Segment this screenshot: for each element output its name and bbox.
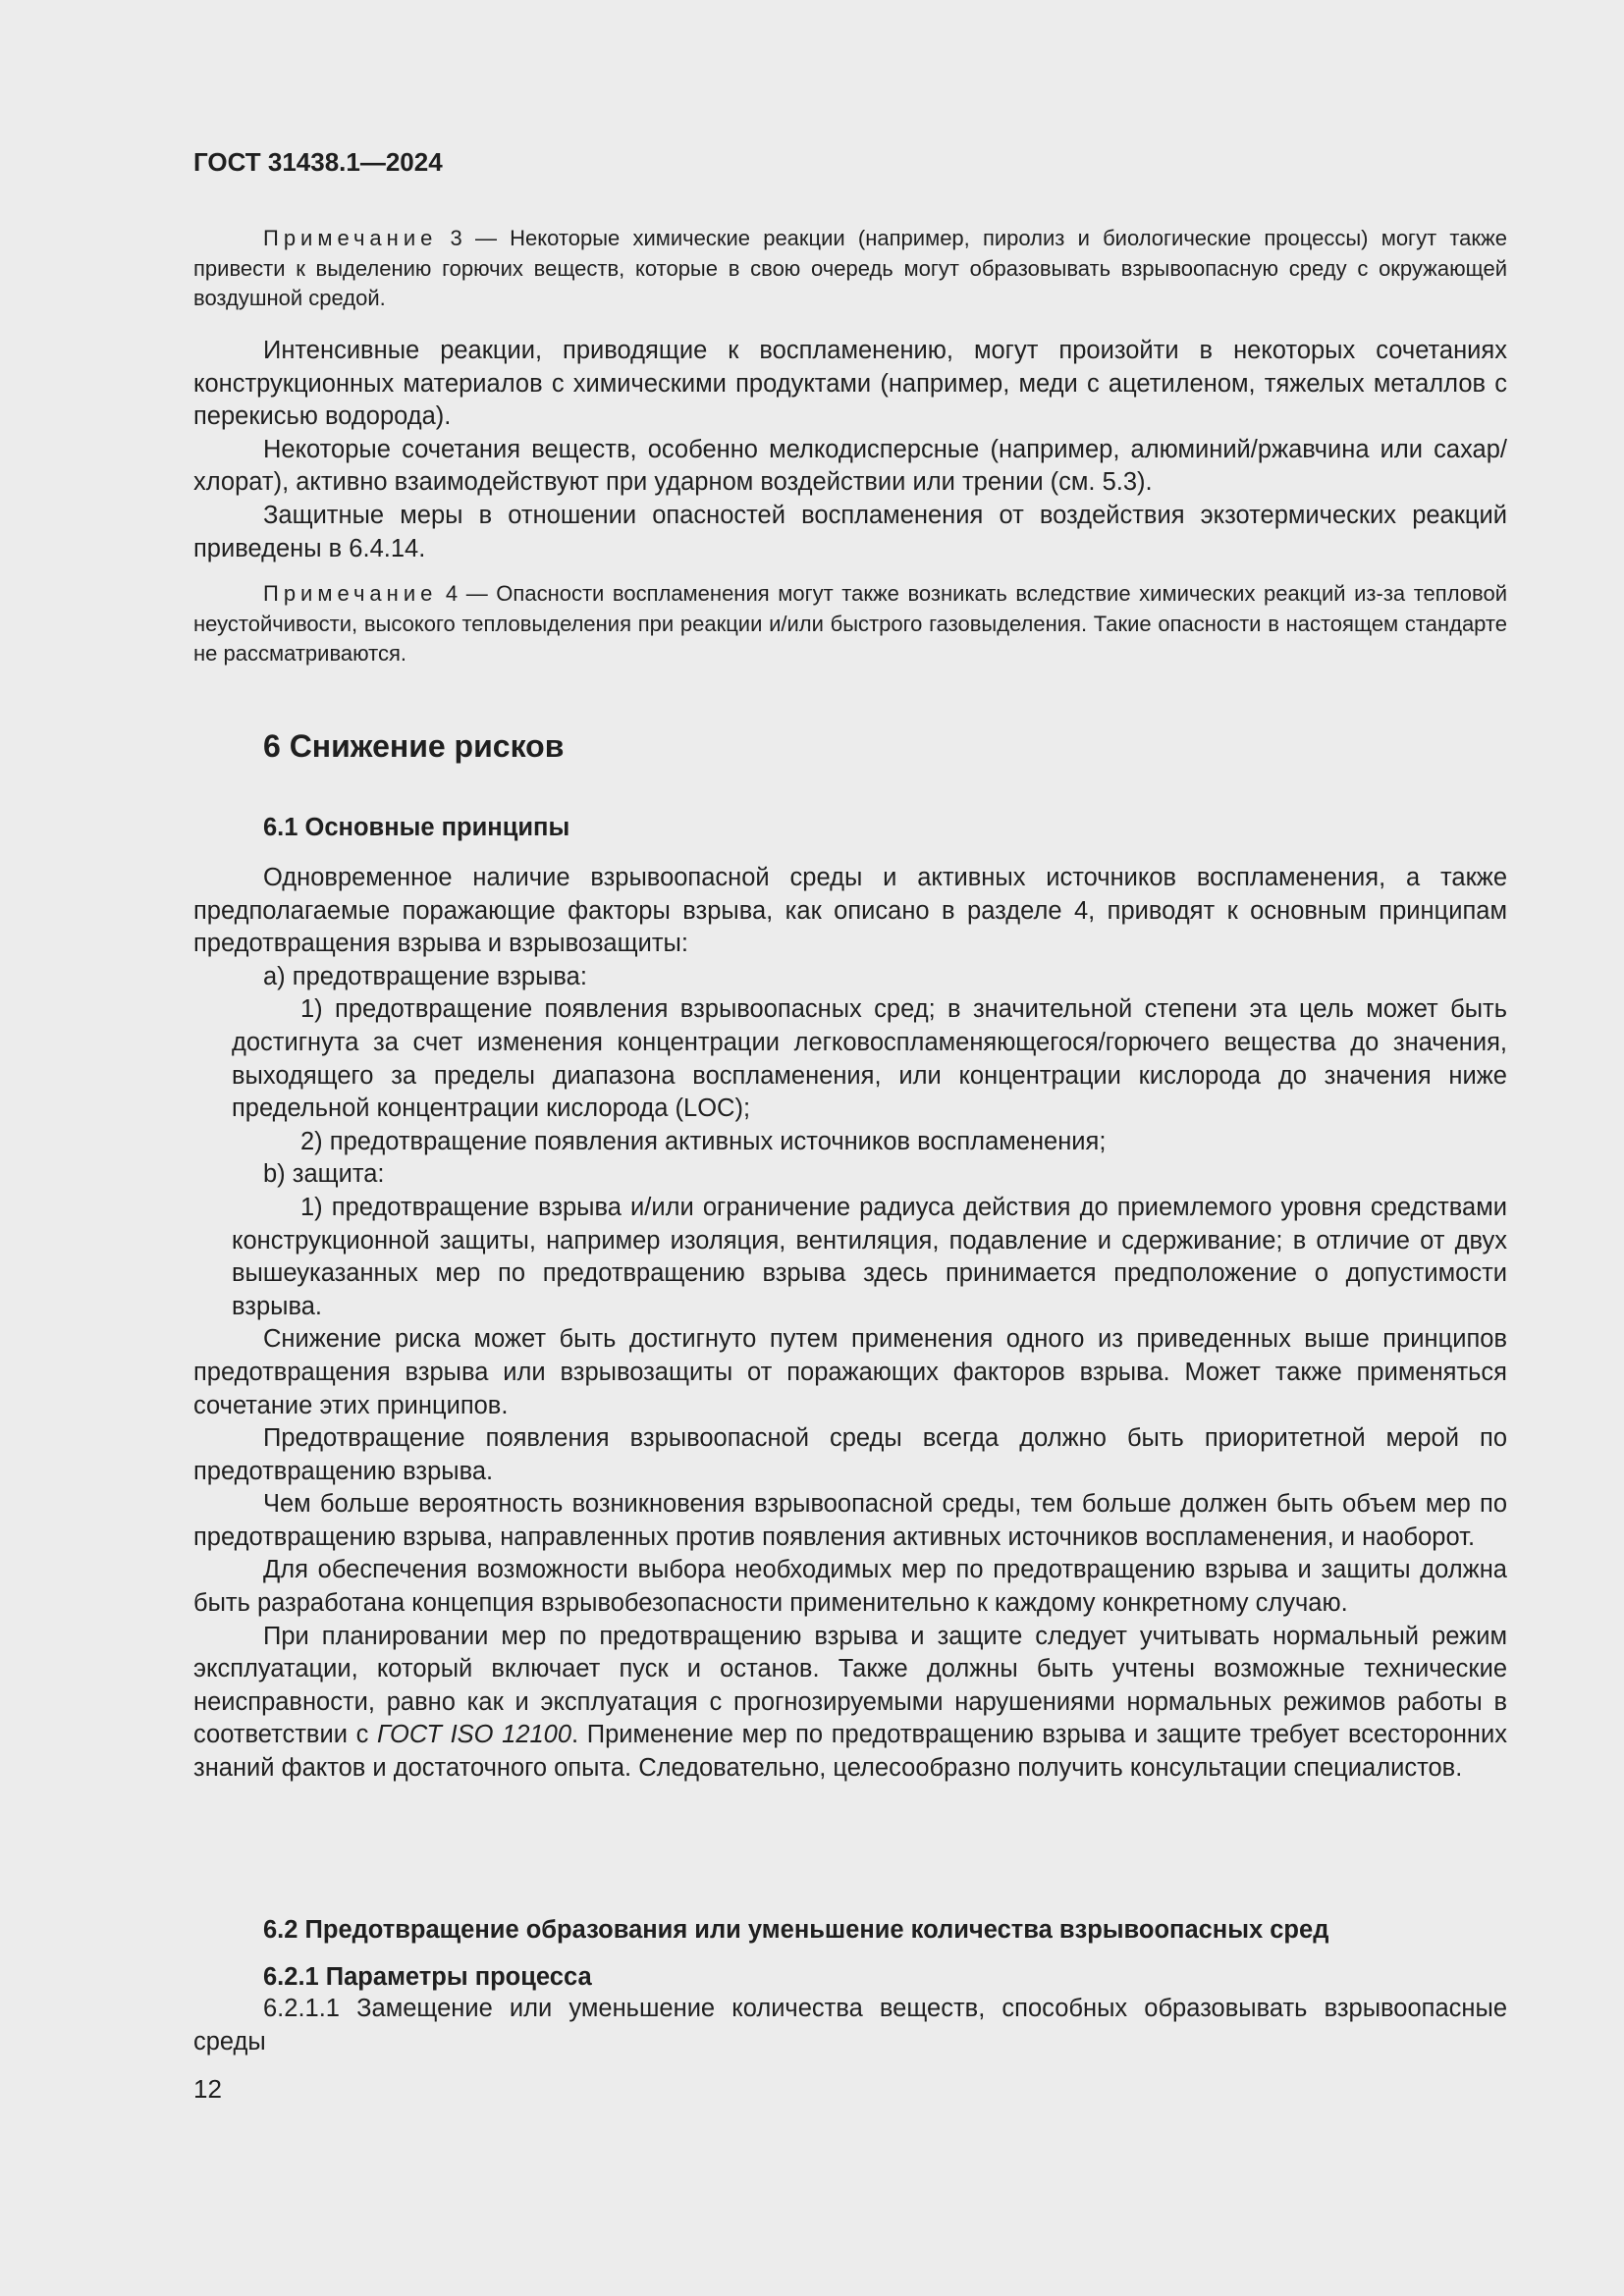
subsubsection-heading: 6.2.1 Параметры процесса xyxy=(263,1963,592,1991)
list-item: b) защита: xyxy=(263,1160,385,1189)
paragraph: 6.2.1.1 Замещение или уменьшение количества веществ, способных образовывать взрывоопасные среды xyxy=(193,1995,1507,2056)
paragraph xyxy=(193,1621,1507,1786)
text-run: . Применение мер по предотвращению взрыва и защите требует всесторонних знаний фактов и достаточного опыта. Следовательно, целесообразно получить консультации специалистов. xyxy=(193,1721,1507,1783)
section-6-1-body xyxy=(193,862,1507,1786)
note-label: Примечание xyxy=(263,581,438,606)
note-label: Примечание xyxy=(263,226,438,250)
list-item: 1) предотвращение появления взрывоопасных сред; в значительной степени эта цель может быть достигнута за счет изменения концентрации легковоспламеняющегося/горючего вещества до значения, выходящего за пределы диапазона воспламенения, или концентрации кислорода до значения ниже предельной концентрации кислорода (LOC); xyxy=(232,995,1507,1123)
standard-reference: ГОСТ ISO 12100 xyxy=(376,1721,572,1749)
subsection-heading: 6.2 Предотвращение образования или уменьшение количества взрывоопасных сред xyxy=(263,1916,1329,1944)
chemical-reactions-block xyxy=(193,335,1507,565)
note-text: 4 — Опасности воспламенения могут также возникать вследствие химических реакций из-за тепловой неустойчивости, высокого тепловыделения при реакции и/или быстрого газовыделения. Такие опасности в настоящем стандарте не рассматриваются. xyxy=(193,581,1507,666)
paragraph: Одновременное наличие взрывоопасной среды и активных источников воспламенения, а также предполагаемые поражающие факторы взрыва, как описано в разделе 4, приводят к основным принципам предотвращения взрыва и взрывозащиты: xyxy=(193,864,1507,958)
paragraph: Интенсивные реакции, приводящие к воспламенению, могут произойти в некоторых сочетаниях конструкционных материалов с химическими продуктами (например, меди с ацетиленом, тяжелых металлов с перекисью водорода). xyxy=(193,337,1507,431)
paragraph: Снижение риска может быть достигнуто путем применения одного из приведенных выше принципов предотвращения взрыва или взрывозащиты от поражающих факторов взрыва. Может также применяться сочетание этих принципов. xyxy=(193,1325,1507,1419)
paragraph: Для обеспечения возможности выбора необходимых мер по предотвращению взрыва и защиты должна быть разработана концепция взрывобезопасности применительно к каждому конкретному случаю. xyxy=(193,1556,1507,1618)
document-header: ГОСТ 31438.1—2024 xyxy=(193,147,443,177)
list-item: a) предотвращение взрыва: xyxy=(263,962,587,990)
page-number: 12 xyxy=(193,2074,222,2104)
section-heading: 6 Снижение рисков xyxy=(263,728,565,764)
paragraph: Предотвращение появления взрывоопасной среды всегда должно быть приоритетной мерой по предотвращению взрыва. xyxy=(193,1424,1507,1485)
note-4 xyxy=(193,579,1507,669)
clause-6-2-1-1 xyxy=(193,1993,1507,2058)
paragraph: Некоторые сочетания веществ, особенно мелкодисперсные (например, алюминий/ржавчина или сахар/хлорат), активно взаимодействуют при ударном воздействии или трении (см. 5.3). xyxy=(193,435,1507,497)
list-item: 2) предотвращение появления активных источников воспламенения; xyxy=(300,1127,1107,1155)
subsection-heading: 6.1 Основные принципы xyxy=(263,814,570,841)
paragraph: Чем больше вероятность возникновения взрывоопасной среды, тем больше должен быть объем мер по предотвращению взрыва, направленных против появления активных источников воспламенения, и наоборот. xyxy=(193,1490,1507,1551)
list-item: 1) предотвращение взрыва и/или ограничение радиуса действия до приемлемого уровня средствами конструкционной защиты, например изоляция, вентиляция, подавление и сдерживание; в отличие от двух вышеуказанных мер по предотвращению взрыва здесь принимается предположение о допустимости взрыва. xyxy=(232,1193,1507,1320)
note-text: 3 — Некоторые химические реакции (например, пиролиз и биологические процессы) могут также привести к выделению горючих веществ, которые в свою очередь могут образовывать взрывоопасную среду с окружающей воздушной средой. xyxy=(193,226,1507,310)
paragraph: Защитные меры в отношении опасностей воспламенения от воздействия экзотермических реакций приведены в 6.4.14. xyxy=(193,501,1507,562)
text-run: При планировании мер по предотвращению взрыва и защите следует учитывать нормальный режим эксплуатации, который включает пуск и останов. Также должны быть учтены возможные технические неисправности, равно как и эксплуатация с прогнозируемыми нарушениями нормальных режимов работы в соответствии с xyxy=(193,1622,1507,1749)
note-3 xyxy=(193,224,1507,314)
